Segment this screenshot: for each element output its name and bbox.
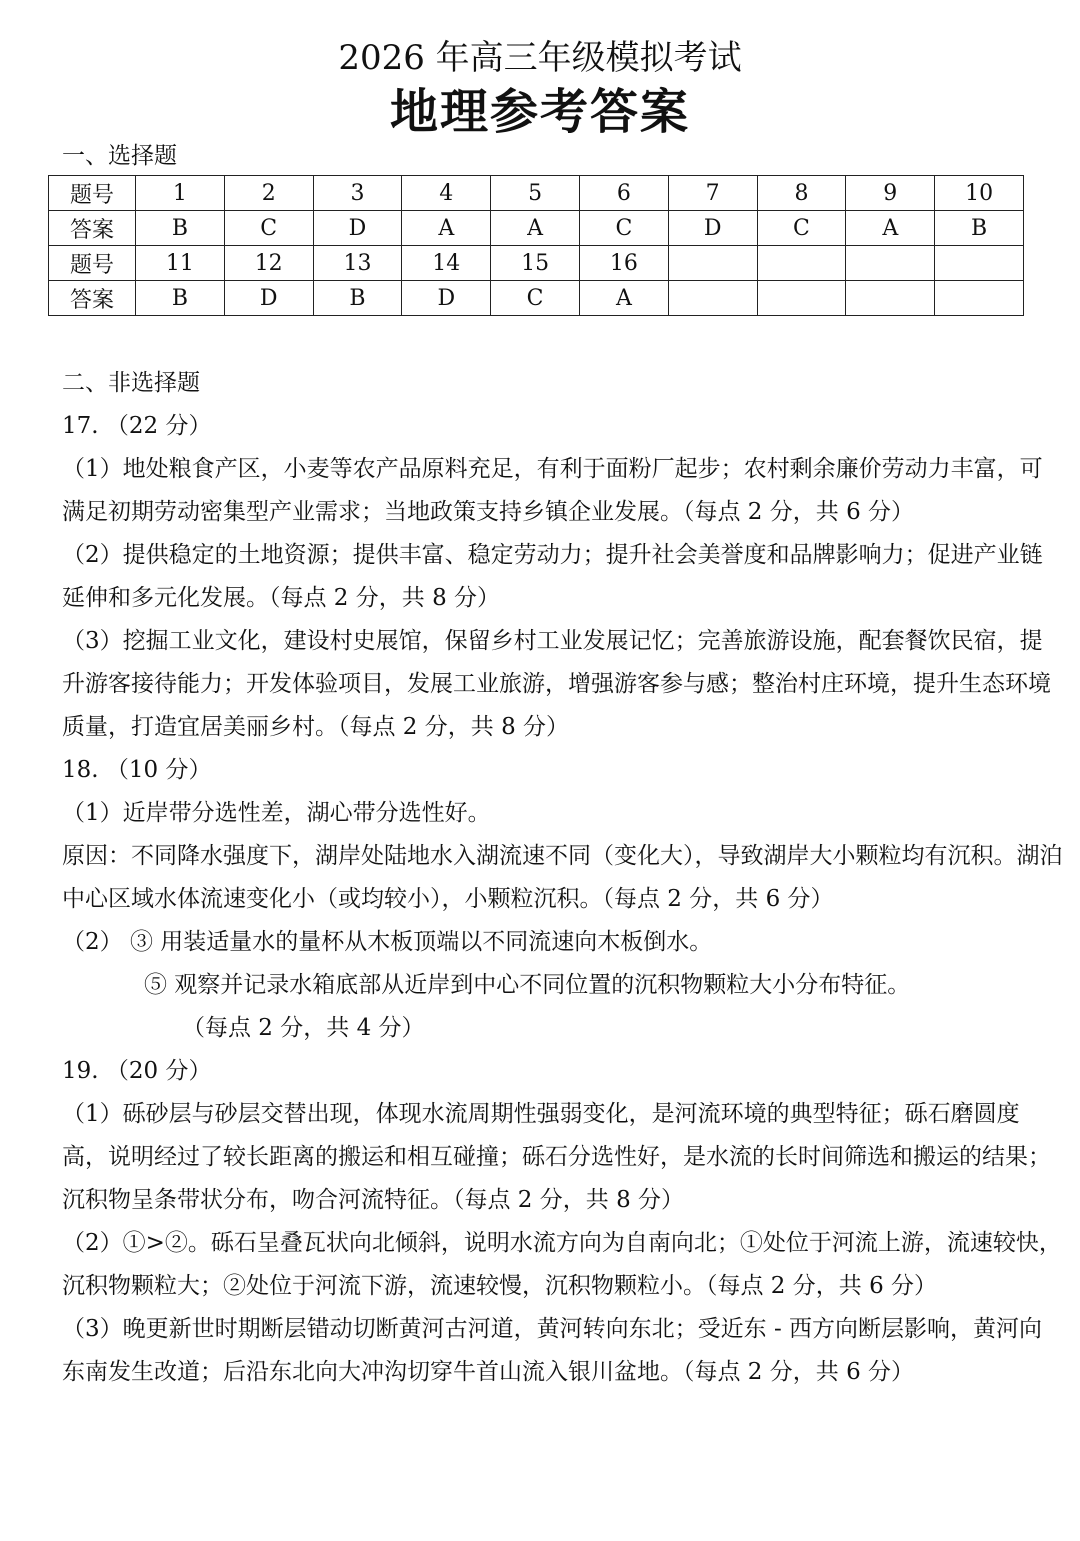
table-cell <box>668 281 757 316</box>
table-cell: 12 <box>224 246 313 281</box>
choice-answer-table <box>48 175 1024 316</box>
table-cell: 3 <box>313 176 402 211</box>
table-cell: 9 <box>846 176 935 211</box>
table-cell: 4 <box>402 176 491 211</box>
q17-heading: 17. （22 分） <box>62 413 212 439</box>
row-label: 题号 <box>49 176 136 211</box>
section-choice-heading: 一、选择题 <box>62 143 177 169</box>
table-cell: 13 <box>313 246 402 281</box>
table-cell: 5 <box>491 176 580 211</box>
section-free-response-heading: 二、非选择题 <box>62 370 200 396</box>
q18-part1: （1）近岸带分选性差，湖心带分选性好。 <box>62 800 491 826</box>
table-cell: 8 <box>757 176 846 211</box>
row-label: 答案 <box>49 281 136 316</box>
table-cell <box>757 281 846 316</box>
table-cell: C <box>579 211 668 246</box>
table-cell: D <box>224 281 313 316</box>
table-cell: C <box>224 211 313 246</box>
q18-part2-score: （每点 2 分，共 4 分） <box>182 1015 425 1041</box>
table-cell: A <box>491 211 580 246</box>
table-cell <box>935 281 1024 316</box>
table-cell: A <box>579 281 668 316</box>
table-cell: B <box>935 211 1024 246</box>
exam-subtitle: 2026 年高三年级模拟考试 <box>338 38 742 78</box>
table-row <box>49 246 1024 281</box>
table-cell: 16 <box>579 246 668 281</box>
table-cell: D <box>402 281 491 316</box>
table-cell <box>846 246 935 281</box>
table-row <box>49 176 1024 211</box>
free-response-section <box>62 362 1065 1394</box>
row-label: 题号 <box>49 246 136 281</box>
table-cell: C <box>491 281 580 316</box>
q17-part2: （2）提供稳定的土地资源；提供丰富、稳定劳动力；提升社会美誉度和品牌影响力；促进产业链延伸和多元化发展。（每点 2 分，共 8 分） <box>62 542 1043 611</box>
q18-part2-step3: （2） ③ 用装适量水的量杯从木板顶端以不同流速向木板倒水。 <box>62 929 713 955</box>
table-cell: B <box>136 281 225 316</box>
q17-part1: （1）地处粮食产区，小麦等农产品原料充足，有利于面粉厂起步；农村剩余廉价劳动力丰富，可满足初期劳动密集型产业需求；当地政策支持乡镇企业发展。（每点 2 分，共 6 分） <box>62 456 1043 525</box>
page-title: 地理参考答案 <box>389 84 690 140</box>
table-cell: B <box>136 211 225 246</box>
table-cell: 10 <box>935 176 1024 211</box>
q18-heading: 18. （10 分） <box>62 757 212 783</box>
q18-part2-step5: ⑤ 观察并记录水箱底部从近岸到中心不同位置的沉积物颗粒大小分布特征。 <box>144 972 911 998</box>
table-cell <box>935 246 1024 281</box>
table-cell: A <box>402 211 491 246</box>
table-cell: 11 <box>136 246 225 281</box>
table-cell: D <box>668 211 757 246</box>
table-cell <box>757 246 846 281</box>
table-cell: 15 <box>491 246 580 281</box>
table-cell: 1 <box>136 176 225 211</box>
table-row <box>49 281 1024 316</box>
table-cell: 2 <box>224 176 313 211</box>
table-cell: D <box>313 211 402 246</box>
table-cell: 14 <box>402 246 491 281</box>
q18-part1-reason: 原因：不同降水强度下，湖岸处陆地水入湖流速不同（变化大），导致湖岸大小颗粒均有沉积。湖泊中心区域水体流速变化小（或均较小），小颗粒沉积。（每点 2 分，共 6 分） <box>62 843 1063 912</box>
q19-part3: （3）晚更新世时期断层错动切断黄河古河道，黄河转向东北；受近东 - 西方向断层影响，黄河向东南发生改道；后沿东北向大冲沟切穿牛首山流入银川盆地。（每点 2 分，共 6 分） <box>62 1316 1043 1385</box>
table-cell: 7 <box>668 176 757 211</box>
table-cell: 6 <box>579 176 668 211</box>
q17-part3: （3）挖掘工业文化，建设村史展馆，保留乡村工业发展记忆；完善旅游设施，配套餐饮民宿，提升游客接待能力；开发体验项目，发展工业旅游，增强游客参与感；整治村庄环境，提升生态环境质量，打造宜居美丽乡村。（每点 2 分，共 8 分） <box>62 628 1051 740</box>
table-cell <box>668 246 757 281</box>
table-row <box>49 211 1024 246</box>
row-label: 答案 <box>49 211 136 246</box>
q19-heading: 19. （20 分） <box>62 1058 212 1084</box>
q19-part1: （1）砾砂层与砂层交替出现，体现水流周期性强弱变化，是河流环境的典型特征；砾石磨圆度高，说明经过了较长距离的搬运和相互碰撞；砾石分选性好，是水流的长时间筛选和搬运的结果；沉积物呈条带状分布，吻合河流特征。（每点 2 分，共 8 分） <box>62 1101 1051 1213</box>
table-cell <box>846 281 935 316</box>
table-cell: B <box>313 281 402 316</box>
table-cell: C <box>757 211 846 246</box>
table-cell: A <box>846 211 935 246</box>
q19-part2: （2）①>②。砾石呈叠瓦状向北倾斜，说明水流方向为自南向北；①处位于河流上游，流速较快，沉积物颗粒大；②处位于河流下游，流速较慢，沉积物颗粒小。（每点 2 分，共 6 分） <box>62 1230 1062 1299</box>
